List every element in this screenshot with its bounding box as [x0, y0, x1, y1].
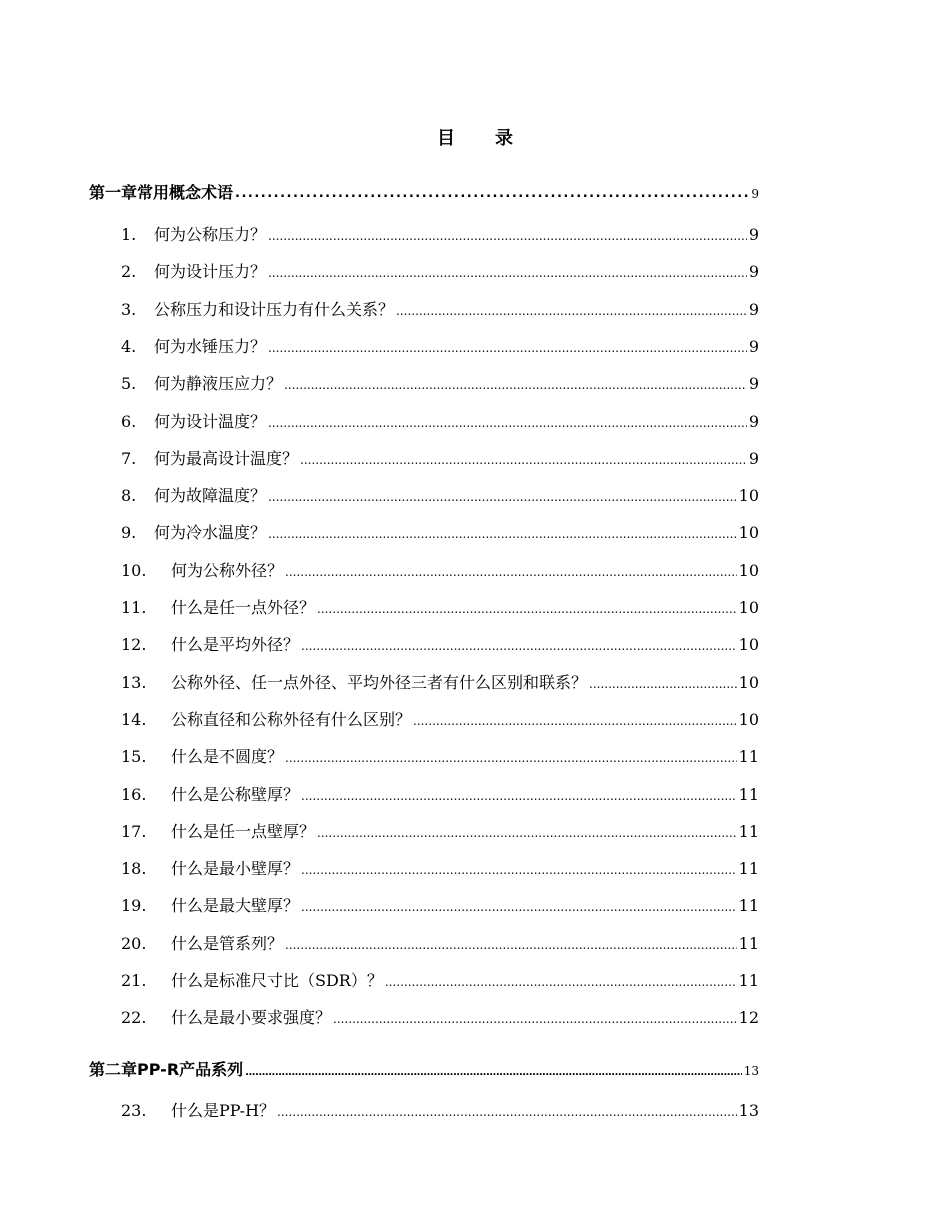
- dot-leader: [285, 560, 737, 576]
- dot-leader: [268, 224, 747, 240]
- dot-leader: [300, 448, 747, 464]
- dot-leader: [268, 336, 747, 352]
- item-number: 6.: [121, 411, 137, 431]
- dot-leader: [277, 1100, 737, 1116]
- toc-item-entry[interactable]: [121, 931, 759, 954]
- item-title: 何为故障温度？: [154, 486, 267, 506]
- item-page-number: 13: [738, 1101, 759, 1120]
- toc-item-entry[interactable]: [121, 968, 759, 991]
- item-title: 什么是管系列？: [171, 933, 284, 953]
- chapter-page-number: 13: [743, 1064, 759, 1078]
- item-number: 7.: [121, 448, 137, 468]
- item-number: 18.: [121, 859, 147, 879]
- item-page-number: 9: [748, 411, 759, 431]
- toc-item-entry[interactable]: [121, 334, 759, 357]
- item-number: 17.: [121, 821, 147, 841]
- item-number: 13.: [121, 672, 147, 692]
- dot-leader: [317, 821, 737, 837]
- toc-item-entry[interactable]: [121, 409, 759, 432]
- item-title: 什么是公称壁厚？: [171, 784, 300, 804]
- chapter-page-number: 9: [751, 187, 759, 201]
- item-number: 1.: [121, 225, 137, 244]
- item-page-number: 9: [748, 374, 759, 394]
- item-page-number: 9: [748, 299, 759, 319]
- chapter-title: 第一章常用概念术语: [89, 183, 234, 202]
- item-page-number: 11: [738, 784, 759, 804]
- item-page-number: 9: [748, 448, 759, 468]
- dot-leader: [301, 634, 737, 650]
- dot-leader: [268, 522, 737, 538]
- toc-item-entry[interactable]: [121, 259, 759, 282]
- toc-item-entry[interactable]: [121, 744, 759, 767]
- item-title: 何为公称外径？: [171, 560, 284, 580]
- item-number: 19.: [121, 896, 147, 916]
- dot-leader: [285, 746, 737, 762]
- dot-leader: [301, 858, 737, 874]
- item-number: 12.: [121, 635, 147, 655]
- toc-item-entry[interactable]: [121, 483, 759, 506]
- dot-leader: [268, 411, 747, 427]
- toc-chapter-entry[interactable]: [89, 1057, 759, 1080]
- item-number: 3.: [121, 299, 137, 319]
- toc-item-entry[interactable]: [121, 297, 759, 320]
- dot-leader: [301, 895, 737, 911]
- item-number: 15.: [121, 747, 147, 767]
- dot-leader: [245, 1059, 742, 1075]
- toc-item-entry[interactable]: [121, 1005, 759, 1028]
- item-title: 什么是任一点壁厚？: [171, 821, 316, 841]
- toc-item-entry[interactable]: [121, 670, 759, 693]
- item-title: 公称外径、任一点外径、平均外径三者有什么区别和联系？: [171, 672, 588, 692]
- dot-leader: [589, 672, 737, 688]
- toc-item-entry[interactable]: [121, 595, 759, 618]
- toc-item-entry[interactable]: [121, 856, 759, 879]
- chapter-title: 第二章PP-R产品系列: [89, 1060, 244, 1079]
- item-title: 什么是最大壁厚？: [171, 896, 300, 916]
- toc-item-entry[interactable]: [121, 893, 759, 916]
- item-page-number: 10: [738, 486, 759, 506]
- item-page-number: 9: [748, 262, 759, 282]
- item-title: 何为冷水温度？: [154, 523, 267, 543]
- dot-leader: [268, 485, 737, 501]
- item-title: 什么是任一点外径？: [171, 598, 316, 617]
- item-number: 21.: [121, 971, 147, 990]
- item-page-number: 11: [738, 821, 759, 841]
- toc-item-entry[interactable]: [121, 222, 759, 245]
- item-title: 什么是不圆度？: [171, 747, 284, 767]
- item-title: 什么是PP-H？: [171, 1101, 276, 1120]
- toc-item-entry[interactable]: [121, 1098, 759, 1121]
- item-number: 22.: [121, 1008, 147, 1028]
- item-page-number: 10: [738, 672, 759, 692]
- item-page-number: 10: [738, 709, 759, 729]
- item-title: 何为设计压力？: [154, 262, 267, 282]
- item-title: 什么是最小壁厚？: [171, 859, 300, 879]
- toc-title: 目录: [437, 128, 553, 149]
- item-title: 什么是标准尺寸比（SDR）？: [171, 971, 383, 990]
- item-number: 9.: [121, 523, 137, 543]
- item-title: 什么是平均外径？: [171, 635, 300, 655]
- item-number: 16.: [121, 784, 147, 804]
- dot-leader: [268, 261, 747, 277]
- item-page-number: 11: [738, 859, 759, 879]
- item-page-number: 12: [738, 1008, 759, 1028]
- dot-leader: [284, 373, 747, 389]
- item-title: 公称直径和公称外径有什么区别？: [171, 709, 412, 729]
- item-page-number: 10: [738, 560, 759, 580]
- item-title: 什么是最小要求强度？: [171, 1008, 332, 1028]
- toc-item-entry[interactable]: [121, 782, 759, 805]
- item-page-number: 11: [738, 896, 759, 916]
- item-page-number: 10: [738, 598, 759, 617]
- item-page-number: 11: [738, 933, 759, 953]
- item-title: 何为公称压力？: [154, 225, 267, 244]
- item-title: 何为设计温度？: [154, 411, 267, 431]
- item-page-number: 11: [738, 971, 759, 990]
- item-page-number: 9: [748, 225, 759, 244]
- item-number: 11.: [121, 598, 147, 617]
- toc-item-entry[interactable]: [121, 371, 759, 394]
- item-number: 23.: [121, 1101, 147, 1120]
- item-title: 何为静液压应力？: [154, 374, 283, 394]
- dot-leader: [333, 1007, 737, 1023]
- item-number: 2.: [121, 262, 137, 282]
- item-number: 5.: [121, 374, 137, 394]
- dot-leader: [285, 933, 737, 949]
- dot-leader: [235, 182, 749, 198]
- dot-leader: [396, 299, 747, 315]
- item-page-number: 11: [738, 747, 759, 767]
- item-number: 20.: [121, 933, 147, 953]
- dot-leader: [317, 597, 737, 613]
- item-title: 公称压力和设计压力有什么关系？: [154, 299, 395, 319]
- toc-chapter-entry[interactable]: [89, 180, 759, 203]
- dot-leader: [385, 970, 737, 986]
- dot-leader: [301, 784, 737, 800]
- dot-leader: [413, 709, 737, 725]
- item-page-number: 10: [738, 635, 759, 655]
- item-number: 10.: [121, 560, 147, 580]
- item-page-number: 10: [738, 523, 759, 543]
- toc-item-entry[interactable]: [121, 520, 759, 543]
- toc-item-entry[interactable]: [121, 558, 759, 581]
- item-page-number: 9: [748, 336, 759, 356]
- toc-item-entry[interactable]: [121, 707, 759, 730]
- toc-item-entry[interactable]: [121, 632, 759, 655]
- item-number: 4.: [121, 336, 137, 356]
- toc-item-entry[interactable]: [121, 446, 759, 469]
- item-title: 何为最高设计温度？: [154, 448, 299, 468]
- item-title: 何为水锤压力？: [154, 336, 267, 356]
- toc-item-entry[interactable]: [121, 819, 759, 842]
- item-number: 8.: [121, 486, 137, 506]
- item-number: 14.: [121, 709, 147, 729]
